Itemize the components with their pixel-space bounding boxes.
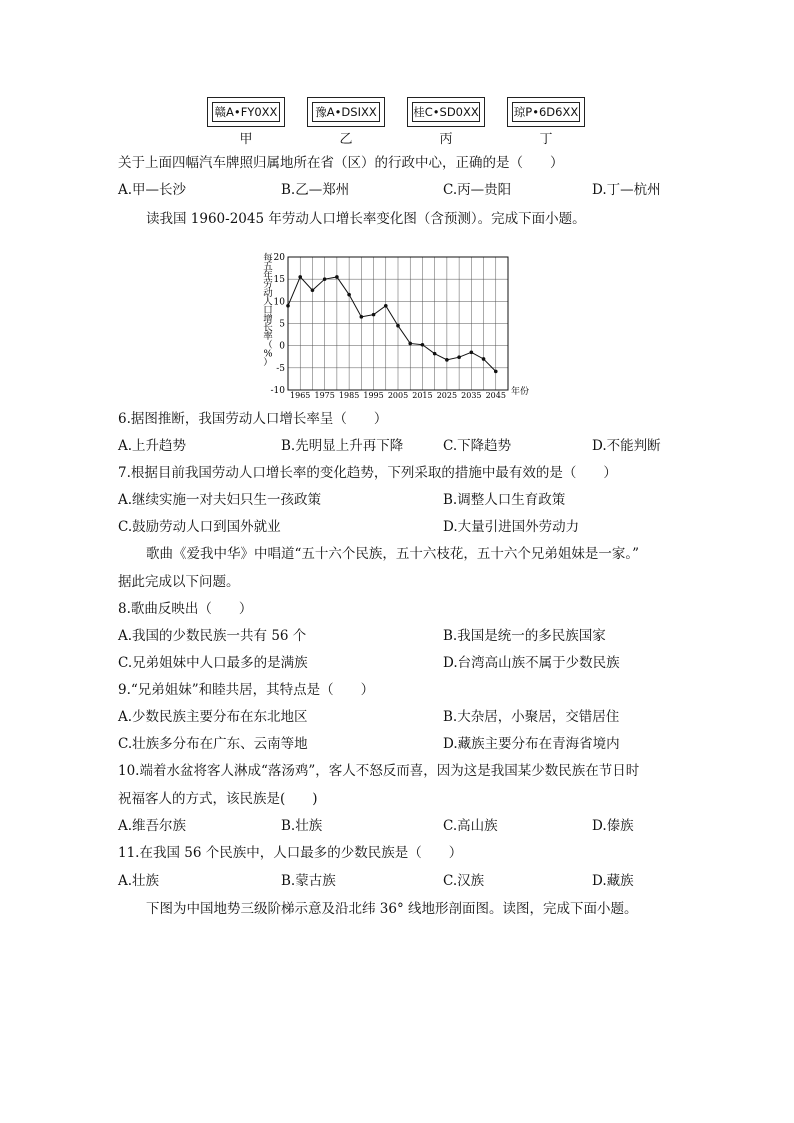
x-tick-label: 2005: [387, 391, 409, 400]
option-c: C.壮族多分布在广东、云南等地: [118, 736, 308, 752]
x-tick-label: 1965: [290, 391, 311, 400]
x-tick-label: 2045: [485, 391, 506, 400]
x-tick-label: 2035: [461, 391, 482, 400]
x-tick-label: 1985: [338, 391, 360, 400]
license-plate-ding: [507, 97, 585, 127]
option-b: B.调整人口生育政策: [443, 492, 566, 508]
plate-label: 乙: [339, 132, 353, 147]
data-point: [298, 275, 302, 279]
y-label-char: 率: [263, 331, 273, 343]
option-b: B.蒙古族: [281, 873, 336, 889]
option-c: C.兄弟姐妹中人口最多的是满族: [118, 655, 308, 671]
y-tick-label: 0: [279, 341, 285, 352]
y-label-char: 五: [263, 261, 273, 273]
y-label-char: 人: [263, 296, 273, 308]
y-axis-label: [263, 252, 273, 368]
option-a: A.上升趋势: [118, 438, 187, 454]
data-point: [323, 277, 327, 281]
y-label-char: 口: [263, 305, 273, 317]
data-point: [457, 355, 461, 359]
plate-label: 丁: [539, 132, 553, 147]
option-c: C.高山族: [443, 818, 498, 834]
y-tick-label: 20: [273, 253, 285, 263]
y-label-char: 长: [263, 322, 273, 334]
data-point: [384, 304, 388, 308]
data-point: [335, 275, 339, 279]
license-plate-yi: [307, 97, 385, 127]
option-b: B.乙—郑州: [281, 182, 350, 198]
data-point: [470, 351, 474, 355]
option-b: B.大杂居，小聚居，交错居住: [443, 709, 620, 725]
option-d: D.藏族主要分布在青海省境内: [443, 736, 620, 752]
x-axis-label: 年份: [511, 387, 530, 397]
plate-label: 丙: [439, 132, 453, 147]
option-b: B.先明显上升再下降: [281, 438, 404, 454]
data-points: [286, 275, 497, 373]
reading-intro-cont: 据此完成以下问题。: [118, 574, 240, 590]
option-a: A.壮族: [118, 873, 160, 889]
x-tick-label: 2025: [436, 391, 458, 400]
plate-text: 琼P•6D6XX: [512, 102, 580, 122]
option-b: B.壮族: [281, 818, 323, 834]
plot-frame: [288, 257, 508, 390]
data-point: [360, 315, 364, 319]
plate-label: 甲: [239, 132, 253, 147]
reading-intro: 读我国 1960-2045 年劳动人口增长率变化图（含预测）。完成下面小题。: [146, 211, 586, 227]
x-tick-label: 1975: [314, 391, 335, 400]
option-a: A.少数民族主要分布在东北地区: [118, 709, 308, 725]
option-a: A.维吾尔族: [118, 818, 187, 834]
y-tick-label: -10: [270, 386, 285, 396]
option-d: D.丁—杭州: [592, 182, 661, 198]
question-stem: 7.根据目前我国劳动人口增长率的变化趋势，下列采取的措施中最有效的是（ ）: [118, 465, 617, 481]
y-label-char: 动: [263, 287, 273, 299]
y-label-char: 年: [263, 270, 273, 282]
y-tick-label: 10: [273, 297, 285, 308]
option-a: A.继续实施一对夫妇只生一孩政策: [118, 492, 322, 508]
y-tick-label: 5: [279, 319, 285, 330]
option-c: C.汉族: [443, 873, 485, 889]
option-c: C.下降趋势: [443, 438, 512, 454]
option-b: B.我国是统一的多民族国家: [443, 628, 606, 644]
data-point: [421, 343, 425, 347]
x-tick-label: 2015: [412, 391, 433, 400]
y-label-char: 每: [263, 253, 273, 264]
option-d: D.藏族: [592, 873, 634, 889]
option-a: A.我国的少数民族一共有 56 个: [118, 628, 307, 644]
data-point: [408, 342, 412, 346]
question-stem: 8.歌曲反映出（ ）: [118, 601, 253, 617]
data-point: [372, 313, 376, 317]
plate-text: 赣A•FY0XX: [212, 102, 280, 122]
y-label-char: 劳: [263, 279, 273, 291]
x-tick-label: 1995: [363, 391, 384, 400]
chart-grid: [288, 257, 508, 390]
data-point: [482, 357, 486, 361]
reading-intro: 歌曲《爱我中华》中唱道“五十六个民族，五十六枝花，五十六个兄弟姐妹是一家。”: [146, 546, 640, 562]
question-stem: 11.在我国 56 个民族中，人口最多的少数民族是（ ）: [118, 845, 463, 861]
data-point: [347, 293, 351, 297]
data-point: [433, 352, 437, 356]
question-stem-cont: 祝福客人的方式，该民族是( ): [118, 791, 318, 807]
option-d: D.大量引进国外劳动力: [443, 519, 580, 535]
question-stem: 9.“兄弟姐妹”和睦共居，其特点是（ ）: [118, 682, 375, 698]
option-a: A.甲—长沙: [118, 182, 187, 198]
license-plate-jia: [207, 97, 285, 127]
data-point: [286, 304, 290, 308]
data-point: [445, 358, 449, 362]
series-line: [288, 277, 496, 371]
y-label-char: %: [263, 348, 273, 360]
data-point: [396, 324, 400, 328]
question-stem: 10.端着水盆将客人淋成“落汤鸡”，客人不怒反而喜，因为这是我国某少数民族在节日时: [118, 763, 640, 779]
option-c: C.鼓励劳动人口到国外就业: [118, 519, 281, 535]
y-tick-label: 15: [273, 275, 285, 286]
plate-text: 桂C•SD0XX: [412, 102, 480, 122]
option-d: D.台湾高山族不属于少数民族: [443, 655, 620, 671]
option-c: C.丙—贵阳: [443, 182, 512, 198]
option-d: D.傣族: [592, 818, 634, 834]
y-label-char: （: [263, 339, 273, 351]
y-tick-label: -5: [276, 363, 285, 374]
question-stem: 6.据图推断，我国劳动人口增长率呈（ ）: [118, 411, 388, 427]
y-label-char: 增: [263, 313, 273, 325]
y-label-char: ）: [263, 357, 273, 369]
data-point: [494, 370, 498, 374]
plate-text: 豫A•DSIXX: [312, 102, 380, 122]
question-stem: 关于上面四幅汽车牌照归属地所在省（区）的行政中心，正确的是（ ）: [118, 155, 564, 171]
tick-labels: [271, 253, 506, 400]
license-plate-bing: [407, 97, 485, 127]
data-point: [311, 288, 315, 292]
reading-intro: 下图为中国地势三级阶梯示意及沿北纬 36° 线地形剖面图。读图，完成下面小题。: [146, 901, 638, 917]
option-d: D.不能判断: [592, 438, 661, 454]
